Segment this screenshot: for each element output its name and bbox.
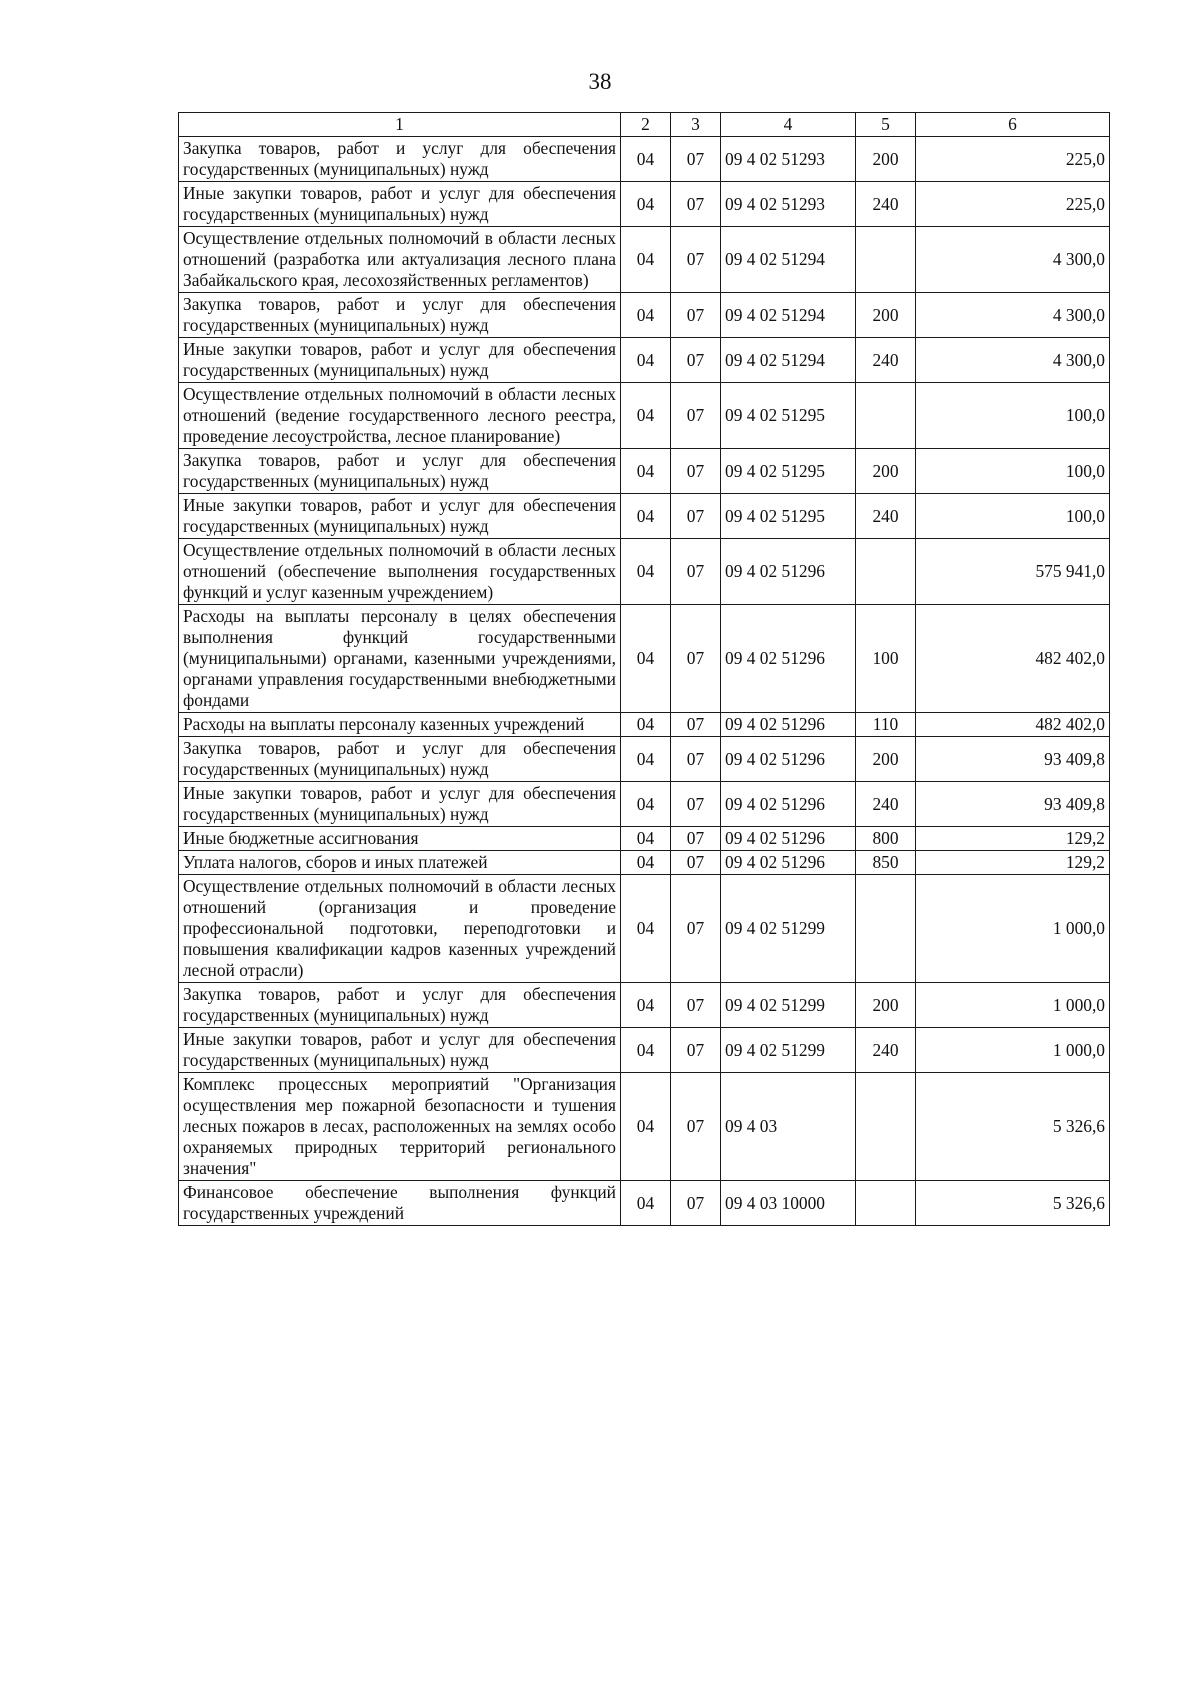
row-target-article: 09 4 02 51299 — [721, 983, 856, 1028]
row-subsection: 07 — [671, 605, 721, 713]
row-target-article: 09 4 02 51296 — [721, 851, 856, 875]
row-amount: 225,0 — [916, 182, 1110, 227]
row-expense-type: 800 — [856, 827, 916, 851]
row-target-article: 09 4 02 51296 — [721, 827, 856, 851]
row-name: Закупка товаров, работ и услуг для обеспечения государственных (муниципальных) нужд — [179, 983, 621, 1028]
table-row — [179, 782, 1110, 827]
table-row — [179, 1181, 1110, 1226]
row-expense-type: 240 — [856, 782, 916, 827]
row-target-article: 09 4 02 51299 — [721, 875, 856, 983]
table-row — [179, 983, 1110, 1028]
row-target-article: 09 4 02 51296 — [721, 539, 856, 605]
row-target-article: 09 4 03 10000 — [721, 1181, 856, 1226]
table-row — [179, 227, 1110, 293]
row-section: 04 — [621, 338, 671, 383]
row-name: Комплекс процессных мероприятий "Организация осуществления мер пожарной безопасности и тушения лесных пожаров в лесах, расположенных на землях особо охраняемых природных территорий регионального значения" — [179, 1073, 621, 1181]
row-expense-type: 200 — [856, 449, 916, 494]
row-amount: 93 409,8 — [916, 737, 1110, 782]
row-name: Осуществление отдельных полномочий в области лесных отношений (разработка или актуализация лесного плана Забайкальского края, лесохозяйственных регламентов) — [179, 227, 621, 293]
row-name: Закупка товаров, работ и услуг для обеспечения государственных (муниципальных) нужд — [179, 737, 621, 782]
table-row — [179, 875, 1110, 983]
row-section: 04 — [621, 983, 671, 1028]
row-amount: 100,0 — [916, 383, 1110, 449]
row-subsection: 07 — [671, 782, 721, 827]
table-row — [179, 605, 1110, 713]
row-name: Расходы на выплаты персоналу в целях обеспечения выполнения функций государственными (муниципальными) органами, казенными учреждениями, органами управления государственными внебюджетными фондами — [179, 605, 621, 713]
row-name: Расходы на выплаты персоналу казенных учреждений — [179, 713, 621, 737]
row-target-article: 09 4 02 51296 — [721, 737, 856, 782]
table-row — [179, 494, 1110, 539]
row-amount: 100,0 — [916, 494, 1110, 539]
header-col-section: 2 — [621, 113, 671, 137]
row-subsection: 07 — [671, 293, 721, 338]
row-section: 04 — [621, 182, 671, 227]
row-name: Иные бюджетные ассигнования — [179, 827, 621, 851]
row-amount: 482 402,0 — [916, 605, 1110, 713]
row-subsection: 07 — [671, 1073, 721, 1181]
row-target-article: 09 4 02 51294 — [721, 227, 856, 293]
row-section: 04 — [621, 1028, 671, 1073]
table-row — [179, 137, 1110, 182]
row-amount: 93 409,8 — [916, 782, 1110, 827]
row-expense-type — [856, 383, 916, 449]
row-amount: 1 000,0 — [916, 875, 1110, 983]
row-expense-type: 110 — [856, 713, 916, 737]
row-subsection: 07 — [671, 713, 721, 737]
row-expense-type: 240 — [856, 1028, 916, 1073]
row-name: Закупка товаров, работ и услуг для обеспечения государственных (муниципальных) нужд — [179, 137, 621, 182]
table-row — [179, 1028, 1110, 1073]
row-subsection: 07 — [671, 449, 721, 494]
table-row — [179, 851, 1110, 875]
row-amount: 225,0 — [916, 137, 1110, 182]
row-section: 04 — [621, 539, 671, 605]
row-target-article: 09 4 02 51293 — [721, 182, 856, 227]
row-subsection: 07 — [671, 851, 721, 875]
row-amount: 100,0 — [916, 449, 1110, 494]
row-subsection: 07 — [671, 1181, 721, 1226]
row-section: 04 — [621, 383, 671, 449]
header-col-expense-type: 5 — [856, 113, 916, 137]
row-amount: 4 300,0 — [916, 338, 1110, 383]
row-expense-type — [856, 1073, 916, 1181]
row-amount: 129,2 — [916, 827, 1110, 851]
row-target-article: 09 4 03 — [721, 1073, 856, 1181]
row-subsection: 07 — [671, 494, 721, 539]
row-name: Закупка товаров, работ и услуг для обеспечения государственных (муниципальных) нужд — [179, 449, 621, 494]
row-section: 04 — [621, 737, 671, 782]
row-section: 04 — [621, 137, 671, 182]
row-section: 04 — [621, 293, 671, 338]
row-name: Иные закупки товаров, работ и услуг для обеспечения государственных (муниципальных) нужд — [179, 182, 621, 227]
row-name: Осуществление отдельных полномочий в области лесных отношений (организация и проведение профессиональной подготовки, переподготовки и повышения квалификации кадров казенных учреждений лесной отрасли) — [179, 875, 621, 983]
row-amount: 4 300,0 — [916, 293, 1110, 338]
row-subsection: 07 — [671, 827, 721, 851]
row-section: 04 — [621, 1181, 671, 1226]
row-section: 04 — [621, 494, 671, 539]
row-target-article: 09 4 02 51293 — [721, 137, 856, 182]
row-name: Осуществление отдельных полномочий в области лесных отношений (обеспечение выполнения государственных функций и услуг казенным учреждением) — [179, 539, 621, 605]
row-subsection: 07 — [671, 338, 721, 383]
table-row — [179, 1073, 1110, 1181]
row-expense-type: 200 — [856, 293, 916, 338]
table-row — [179, 827, 1110, 851]
row-target-article: 09 4 02 51294 — [721, 338, 856, 383]
row-section: 04 — [621, 782, 671, 827]
row-target-article: 09 4 02 51296 — [721, 713, 856, 737]
row-expense-type: 100 — [856, 605, 916, 713]
row-amount: 5 326,6 — [916, 1181, 1110, 1226]
row-name: Иные закупки товаров, работ и услуг для обеспечения государственных (муниципальных) нужд — [179, 782, 621, 827]
row-name: Иные закупки товаров, работ и услуг для обеспечения государственных (муниципальных) нужд — [179, 1028, 621, 1073]
table-header — [179, 113, 1110, 137]
row-subsection: 07 — [671, 1028, 721, 1073]
row-target-article: 09 4 02 51294 — [721, 293, 856, 338]
row-section: 04 — [621, 713, 671, 737]
row-expense-type: 200 — [856, 137, 916, 182]
row-section: 04 — [621, 851, 671, 875]
table-row — [179, 338, 1110, 383]
row-section: 04 — [621, 1073, 671, 1181]
header-col-target-article: 4 — [721, 113, 856, 137]
row-section: 04 — [621, 875, 671, 983]
row-expense-type: 240 — [856, 494, 916, 539]
page-number: 38 — [588, 69, 612, 94]
row-target-article: 09 4 02 51296 — [721, 605, 856, 713]
row-expense-type: 240 — [856, 338, 916, 383]
row-name: Иные закупки товаров, работ и услуг для обеспечения государственных (муниципальных) нужд — [179, 338, 621, 383]
row-section: 04 — [621, 227, 671, 293]
row-name: Иные закупки товаров, работ и услуг для обеспечения государственных (муниципальных) нужд — [179, 494, 621, 539]
row-expense-type: 200 — [856, 737, 916, 782]
row-expense-type — [856, 875, 916, 983]
row-subsection: 07 — [671, 875, 721, 983]
row-subsection: 07 — [671, 182, 721, 227]
row-name: Осуществление отдельных полномочий в области лесных отношений (ведение государственного лесного реестра, проведение лесоустройства, лесное планирование) — [179, 383, 621, 449]
row-expense-type: 240 — [856, 182, 916, 227]
row-subsection: 07 — [671, 983, 721, 1028]
header-col-name: 1 — [179, 113, 621, 137]
row-subsection: 07 — [671, 539, 721, 605]
row-target-article: 09 4 02 51295 — [721, 494, 856, 539]
table-row — [179, 182, 1110, 227]
table-row — [179, 737, 1110, 782]
row-expense-type — [856, 539, 916, 605]
table-row — [179, 713, 1110, 737]
row-name: Финансовое обеспечение выполнения функций государственных учреждений — [179, 1181, 621, 1226]
row-expense-type — [856, 1181, 916, 1226]
header-row — [179, 113, 1110, 137]
row-name: Закупка товаров, работ и услуг для обеспечения государственных (муниципальных) нужд — [179, 293, 621, 338]
row-amount: 129,2 — [916, 851, 1110, 875]
header-col-subsection: 3 — [671, 113, 721, 137]
row-section: 04 — [621, 605, 671, 713]
row-amount: 1 000,0 — [916, 1028, 1110, 1073]
header-col-amount: 6 — [916, 113, 1110, 137]
row-amount: 1 000,0 — [916, 983, 1110, 1028]
budget-table — [178, 112, 1110, 1226]
row-expense-type — [856, 227, 916, 293]
row-target-article: 09 4 02 51295 — [721, 383, 856, 449]
row-target-article: 09 4 02 51295 — [721, 449, 856, 494]
table-body — [179, 137, 1110, 1226]
row-section: 04 — [621, 827, 671, 851]
row-target-article: 09 4 02 51299 — [721, 1028, 856, 1073]
row-section: 04 — [621, 449, 671, 494]
table-row — [179, 449, 1110, 494]
table-row — [179, 539, 1110, 605]
row-subsection: 07 — [671, 737, 721, 782]
table-row — [179, 293, 1110, 338]
row-amount: 482 402,0 — [916, 713, 1110, 737]
row-expense-type: 850 — [856, 851, 916, 875]
row-amount: 5 326,6 — [916, 1073, 1110, 1181]
table-row — [179, 383, 1110, 449]
row-subsection: 07 — [671, 383, 721, 449]
row-subsection: 07 — [671, 227, 721, 293]
row-target-article: 09 4 02 51296 — [721, 782, 856, 827]
row-amount: 575 941,0 — [916, 539, 1110, 605]
row-amount: 4 300,0 — [916, 227, 1110, 293]
row-expense-type: 200 — [856, 983, 916, 1028]
row-subsection: 07 — [671, 137, 721, 182]
row-name: Уплата налогов, сборов и иных платежей — [179, 851, 621, 875]
